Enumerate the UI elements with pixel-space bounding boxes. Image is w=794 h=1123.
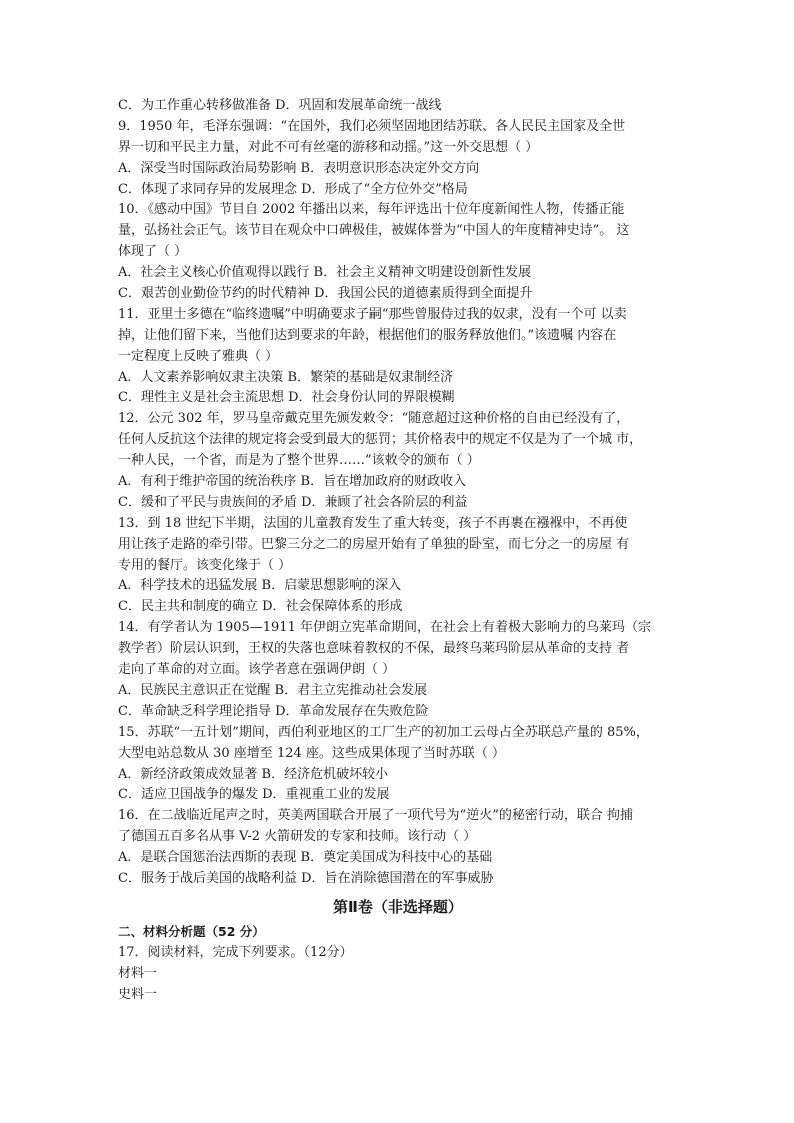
text-line: A．民族民主意识正在觉醒 B．君主立宪推动社会发展 [118,682,428,698]
text-line: 教学者）阶层认识到，王权的失落也意味着教权的不保，最终乌莱玛阶层从革命的支持 者 [118,641,630,657]
text-line: A．人文素养影响奴隶主决策 B．繁荣的基础是奴隶制经济 [118,369,454,385]
text-line: A．有利于维护帝国的统治秩序 B．旨在增加政府的财政收入 [118,474,467,490]
text-line: 17．阅读材料，完成下列要求。（12分） [118,944,353,960]
text-line: A．新经济政策成效显著 B．经济危机破坏较小 [118,766,389,782]
text-line: 10．《感动中国》节目自 2002 年播出以来，每年评选出十位年度新闻性人物，传播正能 [118,202,625,218]
text-line: C．体现了求同存异的发展理念 D．形成了“全方位外交”格局 [118,181,468,197]
text-line: C．缓和了平民与贵族间的矛盾 D．兼顾了社会各阶层的利益 [118,494,468,510]
text-line: 12．公元 302 年，罗马皇帝戴克里先颁发敕令：“随意超过这种价格的自由已经没有了， [118,411,630,427]
text-line: C．适应卫国战争的爆发 D．重视重工业的发展 [118,787,390,803]
material-block [118,943,678,1006]
text-line: A．科学技术的迅猛发展 B．启蒙思想影响的深入 [118,578,402,594]
text-line: 掉，让他们留下来，当他们达到要求的年龄，根据他们的服务释放他们。”该遗嘱 内容在 [118,327,617,343]
text-line: 16．在二战临近尾声之时，英美两国联合开展了一项代号为“逆火”的秘密行动，联合 拘捕 [118,808,633,824]
text-line: A．是联合国惩治法西斯的表现 B．奠定美国成为科技中心的基础 [118,850,493,866]
text-line: 界一切和平民主力量，对此不可有丝毫的游移和动摇。”这一外交思想（ ） [118,139,539,155]
part-heading: 二、材料分析题（52 分） [118,923,265,939]
text-line: C．为工作重心转移做准备 D．巩固和发展革命统一战线 [118,98,442,113]
text-line: C．革命缺乏科学理论指导 D．革命发展存在失败危险 [118,703,429,719]
text-line: 13．到 18 世纪下半期，法国的儿童教育发生了重大转变，孩子不再裹在襁褓中，不再使 [118,515,628,531]
section-title: 第Ⅱ卷（非选择题） [333,897,463,916]
question-block [118,96,678,890]
text-line: 专用的餐厅。该变化缘于（ ） [118,557,292,573]
text-line: A．深受当时国际政治局势影响 B．表明意识形态决定外交方向 [118,160,480,176]
exam-page [118,96,678,1005]
text-line: 14．有学者认为 1905—1911 年伊朗立宪革命期间，在社会上有着极大影响力的乌莱玛（宗 [118,620,651,636]
text-line: 一定程度上反映了雅典（ ） [118,348,279,364]
text-line: 走向了革命的对立面。该学者意在强调伊朗（ ） [118,662,396,678]
text-line: C．理性主义是社会主流思想 D．社会身份认同的界限模糊 [118,390,455,406]
text-line: 11．亚里士多德在“临终遗嘱”中明确要求子嗣“那些曾服侍过我的奴隶，没有一个可 以卖 [118,306,627,322]
text-line: 了德国五百多名从事 V-2 火箭研发的专家和技师。该行动（ ） [118,829,477,845]
text-line: 大型电站总数从 30 座增至 124 座。这些成果体现了当时苏联（ ） [118,745,506,761]
text-line: 9．1950 年，毛泽东强调：“在国外，我们必须坚固地团结苏联、各人民民主国家及全世 [118,118,626,134]
text-line: 用让孩子走路的牵引带。巴黎三分之二的房屋开始有了单独的卧室，而七分之一的房屋 有 [118,536,630,552]
text-line: 15．苏联“一五计划”期间，西伯利亚地区的工厂生产的初加工云母占全苏联总产量的 85%， [118,724,649,740]
text-line: A．社会主义核心价值观得以践行 B．社会主义精神文明建设创新性发展 [118,265,532,281]
text-line: C．服务于战后美国的战略利益 D．旨在消除德国潜在的军事威胁 [118,870,494,886]
text-line: 史料一 [118,986,158,1002]
text-line: 体现了（ ） [118,244,188,260]
text-line: 任何人反抗这个法律的规定将会受到最大的惩罚；其价格表中的规定不仅是为了一个城 市， [118,432,643,448]
text-line: C．民主共和制度的确立 D．社会保障体系的形成 [118,599,403,615]
text-line: C．艰苦创业勤俭节约的时代精神 D．我国公民的道德素质得到全面提升 [118,286,533,302]
text-line: 量，弘扬社会正气。该节目在观众中口碑极佳，被媒体誉为“中国人的年度精神史诗”。 这 [118,223,630,239]
text-line: 一种人民，一个省，而是为了整个世界……”该敕令的颁布（ ） [118,453,480,469]
text-line: 材料一 [118,965,158,981]
